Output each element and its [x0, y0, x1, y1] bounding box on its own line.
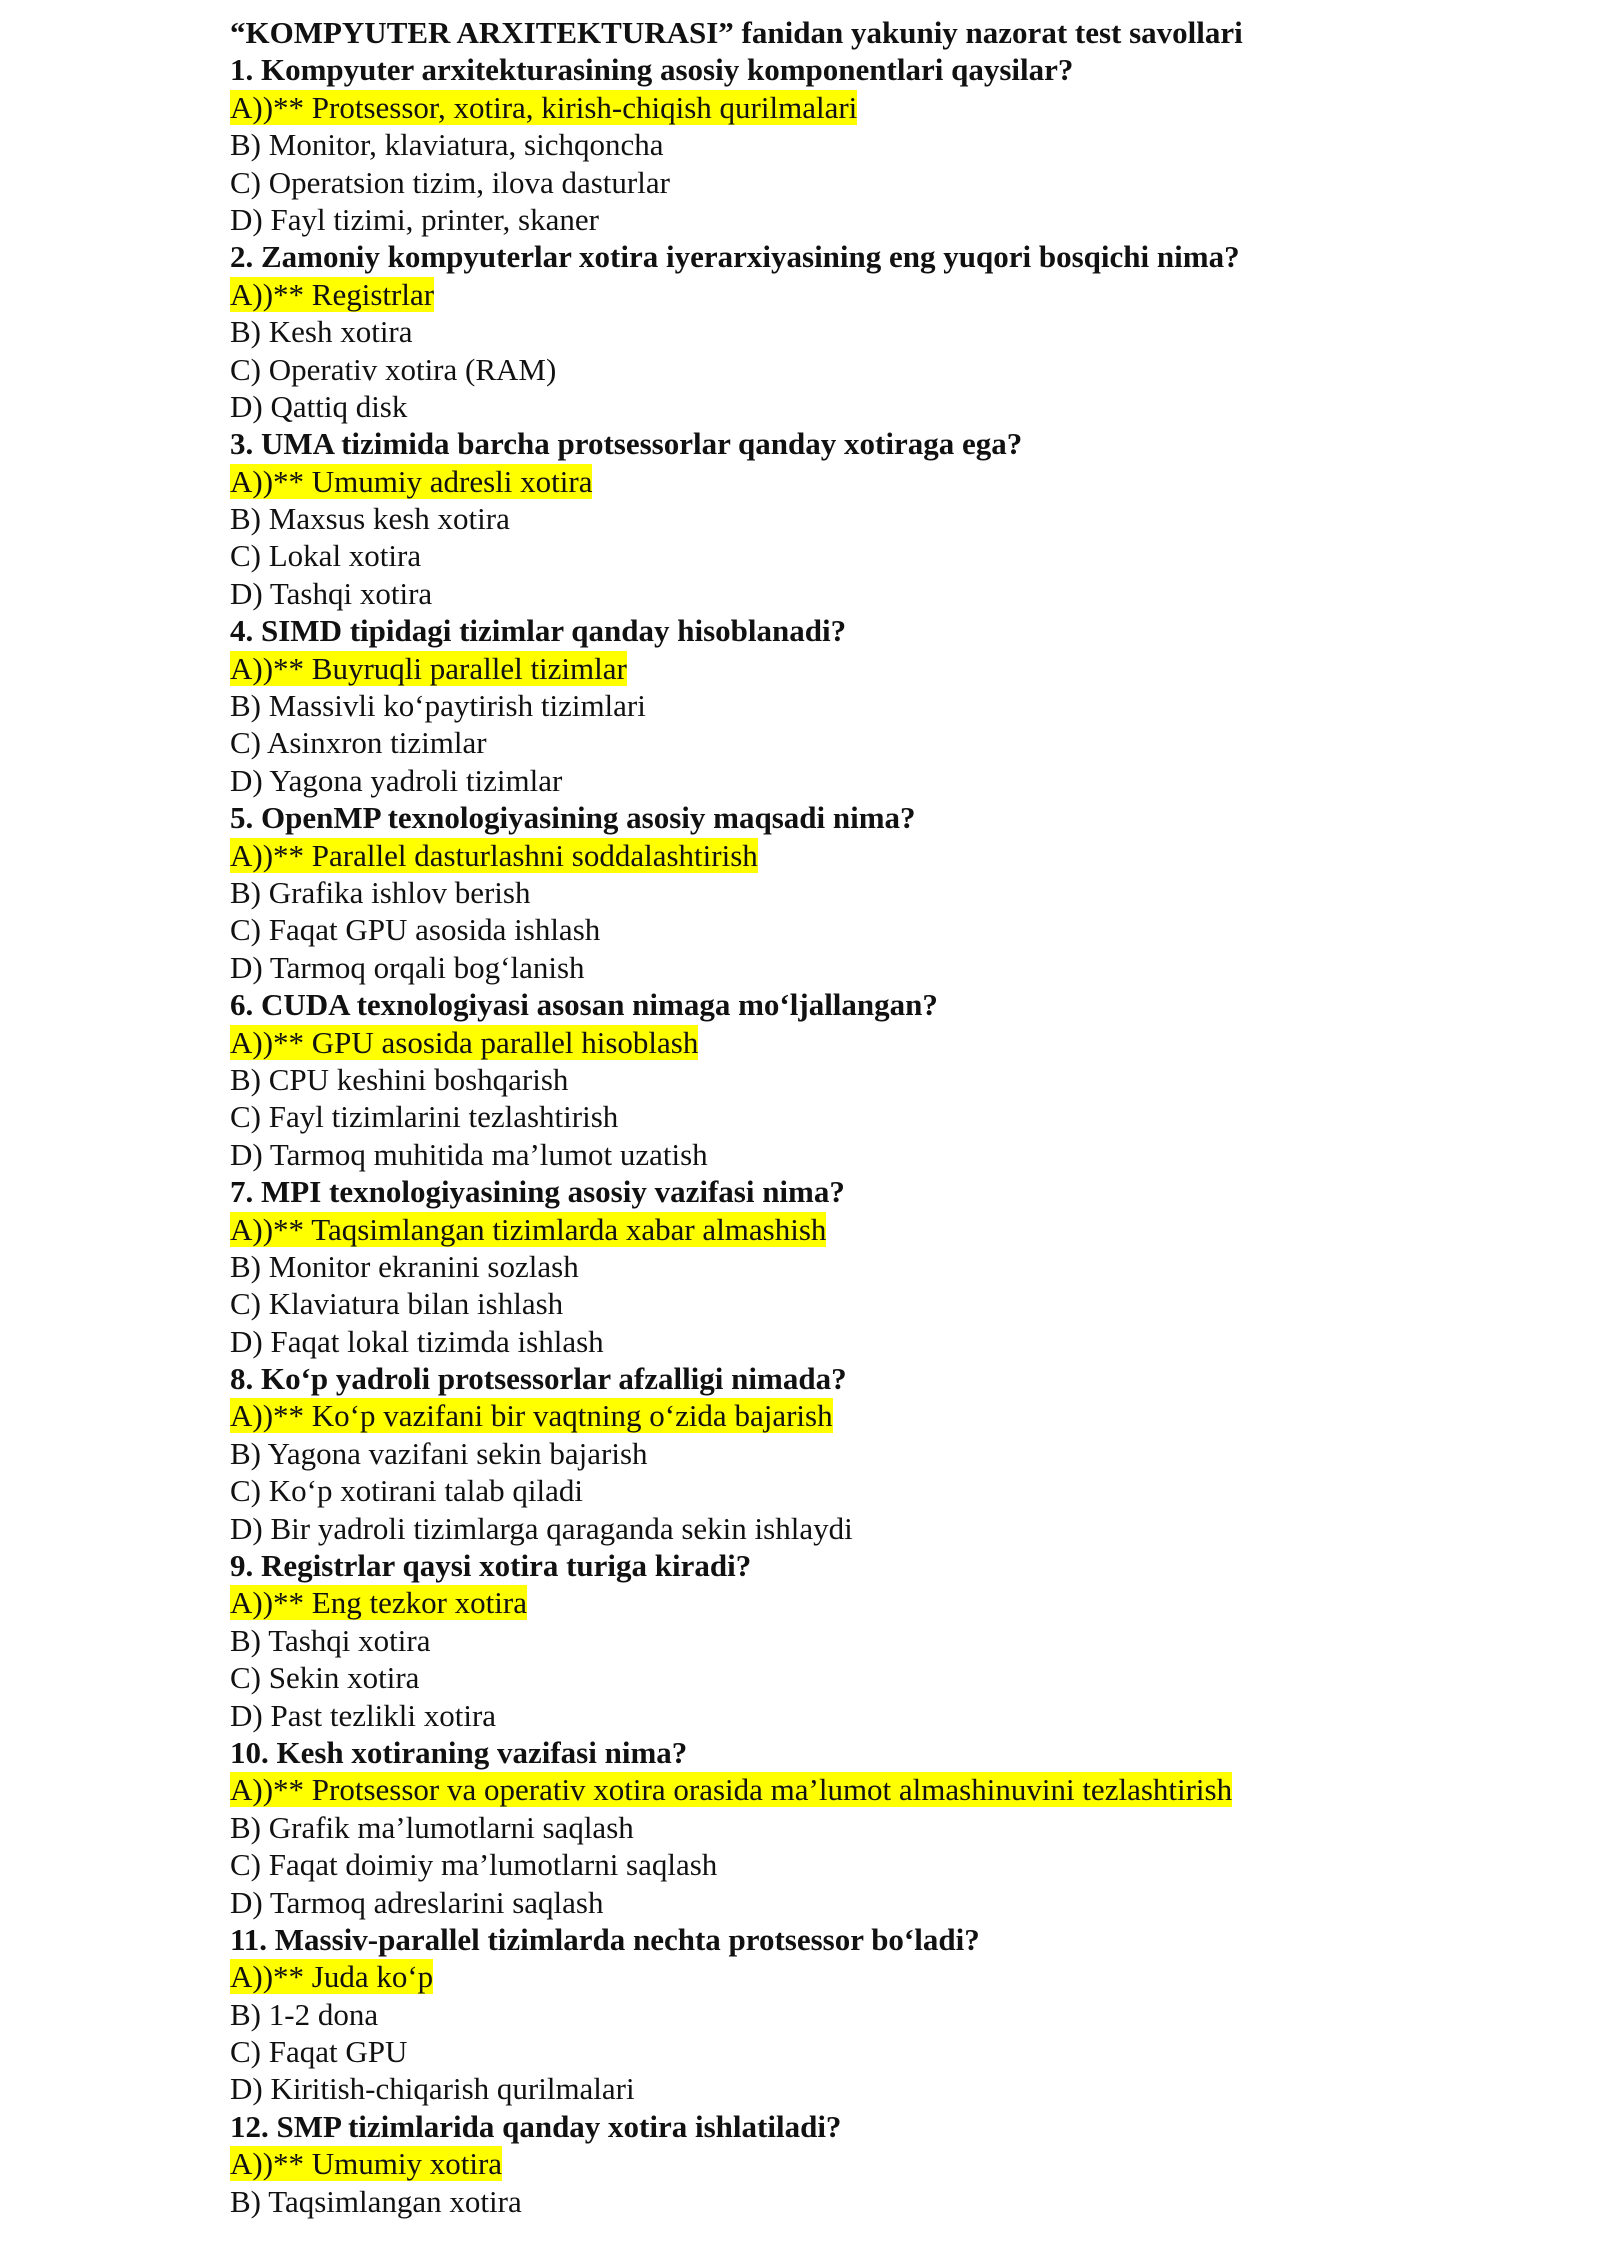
answer-option: B) CPU keshini boshqarish [230, 1061, 569, 1097]
highlighted-answer: A))** Umumiy xotira [230, 2146, 503, 2182]
answer-option: B) Grafika ishlov berish [230, 874, 531, 910]
question-text: 7. MPI texnologiyasining asosiy vazifasi nima? [230, 1174, 845, 1210]
highlighted-answer: A))** Taqsimlangan tizimlarda xabar almashish [230, 1211, 827, 1247]
answer-option: B) Massivli ko‘paytirish tizimlari [230, 688, 646, 724]
highlighted-answer: A))** Juda ko‘p [230, 1959, 434, 1995]
answer-option: D) Tarmoq orqali bog‘lanish [230, 949, 585, 985]
answer-option: D) Fayl tizimi, printer, skaner [230, 201, 599, 237]
highlighted-answer: A))** Umumiy adresli xotira [230, 463, 593, 499]
answer-option: B) Grafik ma’lumotlarni saqlash [230, 1809, 634, 1845]
answer-option: C) Fayl tizimlarini tezlashtirish [230, 1099, 619, 1135]
answer-option: D) Past tezlikli xotira [230, 1697, 497, 1733]
answer-option: B) Maxsus kesh xotira [230, 501, 510, 537]
answer-option: C) Faqat doimiy ma’lumotlarni saqlash [230, 1847, 718, 1883]
answer-option: C) Klaviatura bilan ishlash [230, 1286, 564, 1322]
highlighted-answer: A))** Protsessor va operativ xotira orasida ma’lumot almashinuvini tezlashtirish [230, 1772, 1233, 1808]
answer-option-correct [230, 276, 1370, 313]
highlighted-answer: A))** Registrlar [230, 276, 435, 312]
question-text: 5. OpenMP texnologiyasining asosiy maqsadi nima? [230, 800, 916, 836]
answer-option: C) Lokal xotira [230, 538, 422, 574]
answer-option-correct [230, 837, 1370, 874]
answer-option-correct [230, 1771, 1370, 1808]
answer-option: C) Faqat GPU asosida ishlash [230, 912, 601, 948]
highlighted-answer: A))** GPU asosida parallel hisoblash [230, 1024, 699, 1060]
question-text: 11. Massiv-parallel tizimlarda nechta protsessor bo‘ladi? [230, 1921, 980, 1957]
answer-option: D) Yagona yadroli tizimlar [230, 762, 563, 798]
question-text: 8. Ko‘p yadroli protsessorlar afzalligi nimada? [230, 1361, 847, 1397]
question-text: 3. UMA tizimida barcha protsessorlar qanday xotiraga ega? [230, 426, 1023, 462]
highlighted-answer: A))** Ko‘p vazifani bir vaqtning o‘zida bajarish [230, 1398, 833, 1434]
answer-option: D) Tarmoq adreslarini saqlash [230, 1884, 604, 1920]
answer-option-correct [230, 89, 1370, 126]
answer-option: C) Asinxron tizimlar [230, 725, 487, 761]
answer-option: C) Faqat GPU [230, 2034, 408, 2070]
answer-option-correct [230, 1211, 1370, 1248]
highlighted-answer: A))** Protsessor, xotira, kirish-chiqish qurilmalari [230, 89, 858, 125]
question-text: 4. SIMD tipidagi tizimlar qanday hisoblanadi? [230, 613, 847, 649]
question-text: 12. SMP tizimlarida qanday xotira ishlatiladi? [230, 2108, 842, 2144]
answer-option: D) Tashqi xotira [230, 575, 433, 611]
answer-option-correct [230, 2145, 1370, 2182]
answer-option: B) 1-2 dona [230, 1996, 379, 2032]
answer-option: D) Tarmoq muhitida ma’lumot uzatish [230, 1136, 708, 1172]
answer-option: B) Tashqi xotira [230, 1622, 431, 1658]
answer-option-correct [230, 1584, 1370, 1621]
answer-option: D) Bir yadroli tizimlarga qaraganda sekin ishlaydi [230, 1510, 853, 1546]
answer-option: B) Taqsimlangan xotira [230, 2183, 522, 2219]
answer-option: C) Operativ xotira (RAM) [230, 351, 557, 387]
question-text: 10. Kesh xotiraning vazifasi nima? [230, 1734, 688, 1770]
answer-option: D) Kiritish-chiqarish qurilmalari [230, 2071, 635, 2107]
answer-option: C) Operatsion tizim, ilova dasturlar [230, 164, 670, 200]
answer-option: D) Qattiq disk [230, 388, 408, 424]
question-text: 6. CUDA texnologiyasi asosan nimaga mo‘ljallangan? [230, 987, 938, 1023]
document-page [230, 14, 1370, 2220]
answer-option-correct [230, 1397, 1370, 1434]
highlighted-answer: A))** Parallel dasturlashni soddalashtirish [230, 837, 758, 873]
highlighted-answer: A))** Buyruqli parallel tizimlar [230, 650, 627, 686]
question-text: 2. Zamoniy kompyuterlar xotira iyerarxiyasining eng yuqori bosqichi nima? [230, 239, 1240, 275]
highlighted-answer: A))** Eng tezkor xotira [230, 1585, 527, 1621]
answer-option: B) Yagona vazifani sekin bajarish [230, 1435, 648, 1471]
answer-option-correct [230, 650, 1370, 687]
question-text: 9. Registrlar qaysi xotira turiga kiradi? [230, 1548, 752, 1584]
answer-option: D) Faqat lokal tizimda ishlash [230, 1323, 604, 1359]
answer-option-correct [230, 1024, 1370, 1061]
answer-option: C) Ko‘p xotirani talab qiladi [230, 1473, 583, 1509]
answer-option: B) Monitor, klaviatura, sichqoncha [230, 127, 664, 163]
document-title: “KOMPYUTER ARXITEKTURASI” fanidan yakuniy nazorat test savollari [230, 15, 1243, 50]
answer-option: B) Monitor ekranini sozlash [230, 1248, 579, 1284]
answer-option: B) Kesh xotira [230, 314, 413, 350]
answer-option: C) Sekin xotira [230, 1660, 420, 1696]
answer-option-correct [230, 463, 1370, 500]
answer-option-correct [230, 1958, 1370, 1995]
question-text: 1. Kompyuter arxitekturasining asosiy komponentlari qaysilar? [230, 52, 1074, 88]
